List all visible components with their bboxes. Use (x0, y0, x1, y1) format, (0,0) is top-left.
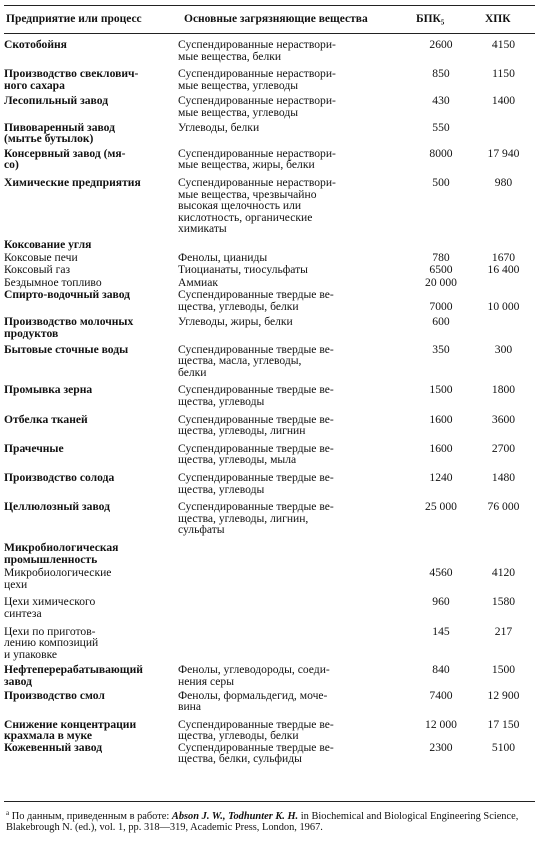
pollutants-cell (178, 472, 410, 501)
hpk-cell (472, 122, 535, 148)
hpk-line: 1150 (492, 67, 515, 81)
hpk-cell (472, 289, 535, 316)
hpk-line (472, 316, 535, 328)
table-row (4, 39, 535, 68)
enterprise-line: Микробиологические (4, 566, 112, 580)
bpk-line: 145 (432, 624, 450, 638)
table-row (4, 596, 535, 625)
enterprise-line: Лесопильный завод (4, 94, 109, 108)
enterprise-line: крахмала в муке (4, 729, 93, 743)
bpk-line: 6500 (429, 263, 453, 277)
enterprise-line: Консервный завод (мя- (4, 146, 126, 160)
hpk-line: 1800 (491, 383, 516, 397)
enterprise-line: Отбелка тканей (4, 412, 88, 426)
pollutants-line: щества, углеводы, лигнин, (178, 511, 309, 525)
bpk-cell (410, 122, 472, 148)
hpk-cell (472, 239, 535, 252)
enterprise-line: Производство солода (4, 471, 115, 484)
enterprise-cell (4, 122, 178, 148)
pollutants-cell (178, 264, 410, 277)
top-rule (4, 5, 535, 6)
table-row (4, 542, 535, 567)
pollutants-line: мые вещества, белки (178, 49, 282, 63)
table-row (4, 501, 535, 542)
enterprise-line: со) (4, 158, 19, 172)
pollutants-line: мые вещества, углеводы (178, 105, 299, 119)
enterprise-line: Микробиологическая (4, 540, 119, 554)
footnote-text-after: in Biochemical and Biological Engineering Science, Blakebrough N. (ed.), vol. 1, pp. 318—319, Academic Press, London, 1967. (6, 811, 519, 834)
hpk-line: 1580 (491, 595, 516, 609)
pollutants-line: щества, углеводы, белки (178, 729, 299, 743)
pollutants-line: мые вещества, углеводы (178, 78, 299, 92)
pollutants-cell (178, 596, 410, 625)
hpk-cell (472, 664, 535, 689)
enterprise-cell (4, 289, 178, 316)
footnote-authors: Abson J. W., Todhunter K. H. (171, 811, 299, 822)
bpk-line: 12 000 (425, 717, 457, 731)
enterprise-cell (4, 567, 178, 596)
enterprise-cell (4, 472, 178, 501)
pollutants-cell (178, 384, 410, 413)
enterprise-line: Коксование угля (4, 237, 92, 251)
footnote-marker: а (6, 809, 10, 817)
bpk-line: 840 (432, 663, 450, 677)
pollutants-cell (178, 567, 410, 596)
bpk-cell (410, 664, 472, 689)
pollutants-line: щества, углеводы (178, 395, 265, 409)
hpk-cell (472, 95, 535, 121)
enterprise-cell (4, 239, 178, 252)
header-hpk: ХПК (485, 13, 511, 25)
bpk-line: 1600 (429, 441, 453, 455)
hpk-cell (472, 719, 535, 742)
bottom-rule (4, 801, 535, 802)
hpk-line: 4150 (491, 38, 516, 51)
bpk-line: 2600 (429, 38, 453, 51)
hpk-line (472, 277, 535, 289)
pollutants-line: щества, белки, сульфиды (178, 752, 302, 766)
bpk-line (410, 239, 472, 251)
hpk-line: 12 900 (487, 688, 520, 702)
pollutants-line (178, 626, 410, 638)
enterprise-cell (4, 542, 178, 567)
pollutants-line: Суспендированные нераствори- (178, 38, 336, 51)
bpk-line: 7400 (429, 688, 453, 702)
bpk-line: 960 (432, 595, 450, 609)
table-row (4, 68, 535, 95)
enterprise-line: Пивоваренный завод (4, 120, 115, 134)
pollutants-line: щества, углеводы, мыла (178, 453, 297, 467)
enterprise-cell (4, 719, 178, 742)
bpk-cell (410, 177, 472, 239)
hpk-line: 980 (494, 175, 513, 189)
table-row (4, 742, 535, 765)
pollutants-cell (178, 690, 410, 719)
table-row (4, 664, 535, 689)
enterprise-line: продуктов (4, 327, 59, 341)
pollutants-line: Суспендированные твердые ве- (178, 740, 334, 754)
hpk-cell (472, 148, 535, 177)
table-row (4, 177, 535, 239)
bpk-cell (410, 414, 472, 443)
table-row (4, 122, 535, 148)
pollutants-line: щества, углеводы (178, 482, 265, 496)
pollutants-cell (178, 177, 410, 239)
bpk-line: 4560 (429, 566, 453, 580)
hpk-line: 4120 (491, 566, 516, 580)
hpk-cell (472, 344, 535, 385)
hpk-cell (472, 68, 535, 95)
hpk-line (472, 542, 535, 554)
bpk-line: 550 (432, 120, 450, 134)
enterprise-cell (4, 177, 178, 239)
enterprise-cell (4, 443, 178, 472)
pollutants-cell (178, 39, 410, 68)
pollutants-line: нения серы (178, 674, 235, 688)
bpk-cell (410, 742, 472, 765)
pollutants-line: химикаты (178, 222, 227, 236)
hpk-line: 217 (494, 624, 513, 638)
bpk-cell (410, 95, 472, 121)
pollutants-cell (178, 239, 410, 252)
table-row (4, 239, 535, 252)
enterprise-cell (4, 316, 178, 343)
hpk-cell (472, 177, 535, 239)
bpk-line: 7000 (429, 299, 453, 313)
hpk-line (472, 122, 535, 134)
enterprise-line: лению композиций (4, 636, 99, 650)
hpk-line: 2700 (491, 441, 516, 455)
enterprise-line: Цехи по приготов- (4, 624, 96, 638)
bpk-cell (410, 384, 472, 413)
pollutants-cell (178, 501, 410, 542)
bpk-cell (410, 39, 472, 68)
pollutants-cell (178, 289, 410, 316)
pollutants-cell (178, 148, 410, 177)
pollutants-line: щества, углеводы, лигнин (178, 424, 306, 438)
enterprise-line: синтеза (4, 606, 42, 620)
bpk-cell (410, 264, 472, 277)
hpk-cell (472, 384, 535, 413)
enterprise-line: Производство свеклович- (4, 67, 139, 81)
enterprise-line: Бездымное топливо (4, 275, 102, 289)
hpk-line: 17 940 (487, 146, 520, 160)
enterprise-cell (4, 68, 178, 95)
pollutants-cell (178, 542, 410, 567)
hpk-line: 10 000 (487, 299, 520, 313)
pollutants-cell (178, 626, 410, 665)
table-row (4, 289, 535, 316)
bpk-line: 430 (432, 94, 450, 108)
footnote (6, 808, 535, 833)
bpk-cell (410, 596, 472, 625)
table-row (4, 719, 535, 742)
pollutants-line: Суспендированные нераствори- (178, 94, 336, 108)
bpk-cell (410, 148, 472, 177)
bpk-cell (410, 472, 472, 501)
pollutants-line: щества, углеводы, белки (178, 299, 299, 313)
pollutants-cell (178, 414, 410, 443)
pollutants-line: Суспендированные твердые ве- (178, 412, 334, 426)
hpk-cell (472, 742, 535, 765)
bpk-cell (410, 567, 472, 596)
pollutants-line: белки (178, 365, 207, 379)
hpk-line: 17 150 (487, 717, 520, 731)
bpk-cell (410, 501, 472, 542)
pollutants-line: Фенолы, формальдегид, моче- (178, 688, 328, 702)
pollutants-line: Суспендированные твердые ве- (178, 383, 334, 397)
pollutants-line: мые вещества, жиры, белки (178, 158, 315, 172)
bpk-line: 8000 (429, 146, 453, 160)
bpk-cell (410, 443, 472, 472)
enterprise-cell (4, 501, 178, 542)
enterprise-cell (4, 148, 178, 177)
enterprise-cell (4, 39, 178, 68)
table-row (4, 344, 535, 385)
pollutants-line: щества, масла, углеводы, (178, 354, 302, 368)
pollutants-line: Фенолы, цианиды (178, 250, 268, 264)
hpk-cell (472, 39, 535, 68)
pollutants-line: высокая щелочность или (178, 199, 302, 213)
hpk-line: 16 400 (487, 263, 520, 277)
enterprise-line: (мытье бутылок) (4, 132, 94, 146)
pollutants-line: Суспендированные твердые ве- (178, 471, 334, 484)
enterprise-line: и упаковке (4, 647, 58, 661)
pollutants-line: Суспендированные твердые ве- (178, 342, 334, 356)
pollutants-cell (178, 344, 410, 385)
bpk-cell (410, 289, 472, 316)
enterprise-line: Цехи химического (4, 595, 96, 609)
bpk-cell (410, 239, 472, 252)
enterprise-line: Производство молочных (4, 315, 134, 329)
hpk-line (472, 239, 535, 251)
pollutants-line: Тиоцианаты, тиосульфаты (178, 263, 308, 277)
enterprise-cell (4, 742, 178, 765)
table-row (4, 414, 535, 443)
table-row (4, 384, 535, 413)
enterprise-cell (4, 690, 178, 719)
enterprise-line: Нефтеперерабатывающий (4, 663, 143, 677)
enterprise-line: Химические предприятия (4, 175, 141, 189)
pollutants-line: вина (178, 700, 202, 714)
hpk-cell (472, 596, 535, 625)
bpk-line: 780 (432, 250, 450, 264)
pollutants-line: Суспендированные твердые ве- (178, 500, 334, 514)
hpk-line: 76 000 (487, 500, 520, 514)
table-row (4, 95, 535, 121)
bpk-cell (410, 316, 472, 343)
enterprise-line: Кожевенный завод (4, 740, 103, 754)
bpk-line: 2300 (429, 740, 453, 754)
pollution-table (4, 39, 535, 765)
enterprise-line: Коксовый газ (4, 263, 71, 277)
hpk-cell (472, 277, 535, 290)
hpk-cell (472, 567, 535, 596)
hpk-cell (472, 472, 535, 501)
enterprise-line: Коксовые печи (4, 250, 78, 264)
pollutants-cell (178, 664, 410, 689)
table-row (4, 264, 535, 277)
enterprise-line: Целлюлозный завод (4, 500, 110, 514)
bpk-cell (410, 68, 472, 95)
enterprise-cell (4, 384, 178, 413)
pollutants-cell (178, 122, 410, 148)
table-row (4, 567, 535, 596)
bpk-cell (410, 719, 472, 742)
hpk-cell (472, 264, 535, 277)
pollutants-line: Суспендированные твердые ве- (178, 717, 334, 731)
bpk-line: 1600 (429, 412, 453, 426)
pollutants-cell (178, 95, 410, 121)
pollutants-line: Углеводы, жиры, белки (178, 315, 293, 329)
header-rule (4, 33, 535, 34)
enterprise-line: завод (4, 674, 32, 688)
enterprise-line: Спирто-водочный завод (4, 288, 131, 302)
header-enterprise: Предприятие или процесс (6, 13, 142, 25)
table-row (4, 443, 535, 472)
pollutants-cell (178, 742, 410, 765)
pollutants-line: Суспендированные твердые ве- (178, 288, 334, 302)
bpk-line: 1500 (429, 383, 453, 397)
pollutants-line: мые вещества, чрезвычайно (178, 187, 317, 201)
pollutants-line (178, 542, 410, 554)
bpk-line: 600 (432, 315, 450, 329)
hpk-cell (472, 414, 535, 443)
pollutants-line: Суспендированные твердые ве- (178, 441, 334, 455)
hpk-line: 5100 (491, 740, 516, 754)
pollutants-line: Углеводы, белки (178, 120, 260, 134)
pollutants-cell (178, 719, 410, 742)
bpk-cell (410, 690, 472, 719)
bpk-line: 500 (432, 175, 450, 189)
hpk-line: 300 (494, 342, 513, 356)
enterprise-line: ного сахара (4, 78, 65, 92)
pollutants-line (178, 239, 410, 251)
table-row (4, 626, 535, 665)
header-pollutants: Основные загрязняющие вещества (184, 13, 368, 25)
pollutants-line: Аммиак (178, 275, 219, 289)
bpk-line: 350 (432, 342, 450, 356)
bpk-line: 25 000 (425, 500, 457, 514)
bpk-line: 1240 (429, 471, 453, 484)
pollutants-line: Суспендированные нераствори- (178, 146, 336, 160)
pollutants-cell (178, 68, 410, 95)
hpk-line: 3600 (491, 412, 516, 426)
hpk-cell (472, 542, 535, 567)
pollutants-line: сульфаты (178, 523, 225, 537)
enterprise-line: Скотобойня (4, 38, 67, 51)
pollutants-line: кислотность, органические (178, 210, 313, 224)
hpk-cell (472, 626, 535, 665)
hpk-cell (472, 316, 535, 343)
hpk-cell (472, 501, 535, 542)
enterprise-cell (4, 414, 178, 443)
enterprise-cell (4, 626, 178, 665)
bpk-cell (410, 626, 472, 665)
pollutants-cell (178, 316, 410, 343)
pollutants-line: Суспендированные нераствори- (178, 67, 336, 81)
header-bpk: БПК₅ (416, 13, 445, 25)
pollutants-line (178, 567, 410, 579)
hpk-line: 1500 (491, 663, 516, 677)
table-row (4, 690, 535, 719)
enterprise-line: Прачечные (4, 441, 64, 455)
pollutants-line (178, 596, 410, 608)
enterprise-line: промышленность (4, 552, 98, 566)
enterprise-line: Бытовые сточные воды (4, 342, 129, 356)
enterprise-cell (4, 344, 178, 385)
pollutants-line: Фенолы, углеводороды, соеди- (178, 663, 330, 677)
table-row (4, 316, 535, 343)
enterprise-line: Производство смол (4, 688, 105, 702)
bpk-cell (410, 277, 472, 290)
hpk-line: 1480 (491, 471, 516, 484)
hpk-line: 1400 (491, 94, 516, 108)
bpk-line (410, 542, 472, 554)
bpk-cell (410, 344, 472, 385)
enterprise-cell (4, 596, 178, 625)
enterprise-line: Снижение концентрации (4, 717, 137, 731)
enterprise-cell (4, 95, 178, 121)
hpk-cell (472, 690, 535, 719)
table-row (4, 472, 535, 501)
hpk-cell (472, 443, 535, 472)
bpk-line: 850 (432, 67, 450, 81)
enterprise-cell (4, 664, 178, 689)
footnote-text-before: По данным, приведенным в работе: (9, 811, 172, 822)
hpk-line: 1670 (491, 250, 516, 264)
table-row (4, 148, 535, 177)
bpk-cell (410, 542, 472, 567)
enterprise-cell (4, 264, 178, 277)
bpk-line: 20 000 (425, 275, 457, 289)
enterprise-line: цехи (4, 577, 28, 591)
enterprise-line: Промывка зерна (4, 383, 93, 397)
pollutants-cell (178, 443, 410, 472)
pollutants-line: Суспендированные нераствори- (178, 175, 336, 189)
